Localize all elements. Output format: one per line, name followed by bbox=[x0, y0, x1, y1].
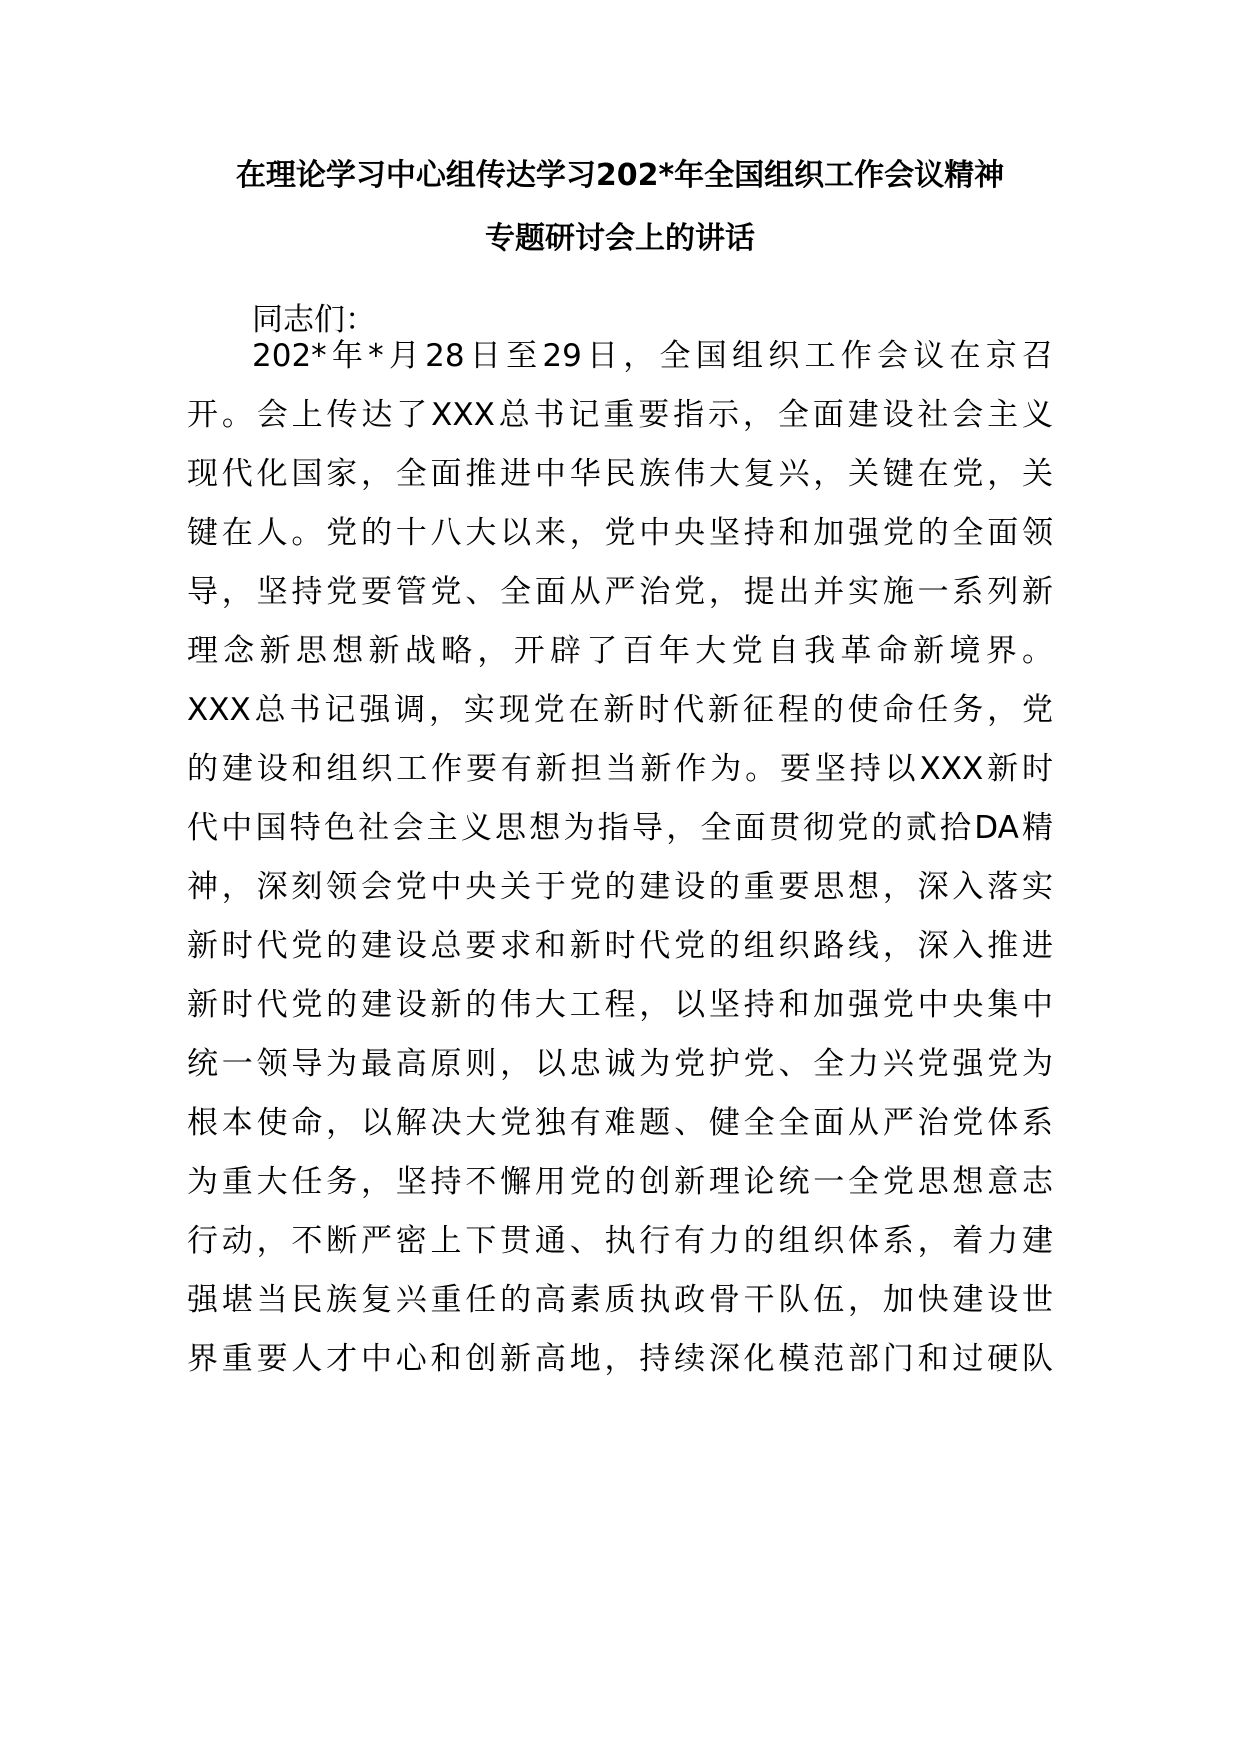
body-line: 202*年*月28日至29日，全国组织工作会议在京召 bbox=[252, 338, 1053, 374]
body-line: 神，深刻领会党中央关于党的建设的重要思想，深入落实 bbox=[187, 869, 1053, 905]
body-line: 新时代党的建设新的伟大工程，以坚持和加强党中央集中 bbox=[187, 987, 1053, 1023]
body-line: 的建设和组织工作要有新担当新作为。要坚持以XXX新时 bbox=[187, 751, 1053, 787]
body-line: 开。会上传达了XXX总书记重要指示，全面建设社会主义 bbox=[187, 397, 1053, 433]
body-line: 行动，不断严密上下贯通、执行有力的组织体系，着力建 bbox=[187, 1223, 1053, 1259]
body-line: 强堪当民族复兴重任的高素质执政骨干队伍，加快建设世 bbox=[187, 1282, 1053, 1318]
body-line: 界重要人才中心和创新高地，持续深化模范部门和过硬队 bbox=[187, 1341, 1053, 1377]
document-title-line-2: 专题研讨会上的讲话 bbox=[485, 221, 755, 256]
body-line: 新时代党的建设总要求和新时代党的组织路线，深入推进 bbox=[187, 928, 1053, 964]
body-line: 键在人。党的十八大以来，党中央坚持和加强党的全面领 bbox=[187, 515, 1053, 551]
body-line: 为重大任务，坚持不懈用党的创新理论统一全党思想意志 bbox=[187, 1164, 1053, 1200]
salutation: 同志们： bbox=[252, 302, 376, 338]
body-line: XXX总书记强调，实现党在新时代新征程的使命任务，党 bbox=[187, 692, 1053, 728]
body-line: 导，坚持党要管党、全面从严治党，提出并实施一系列新 bbox=[187, 574, 1053, 610]
body-line: 统一领导为最高原则，以忠诚为党护党、全力兴党强党为 bbox=[187, 1046, 1053, 1082]
body-line: 代中国特色社会主义思想为指导，全面贯彻党的贰拾DA精 bbox=[187, 810, 1053, 846]
body-line: 根本使命，以解决大党独有难题、健全全面从严治党体系 bbox=[187, 1105, 1053, 1141]
body-line: 理念新思想新战略，开辟了百年大党自我革命新境界。 bbox=[187, 633, 1053, 669]
document-title-line-1: 在理论学习中心组传达学习202*年全国组织工作会议精神 bbox=[235, 158, 1005, 193]
body-line: 现代化国家，全面推进中华民族伟大复兴，关键在党，关 bbox=[187, 456, 1053, 492]
